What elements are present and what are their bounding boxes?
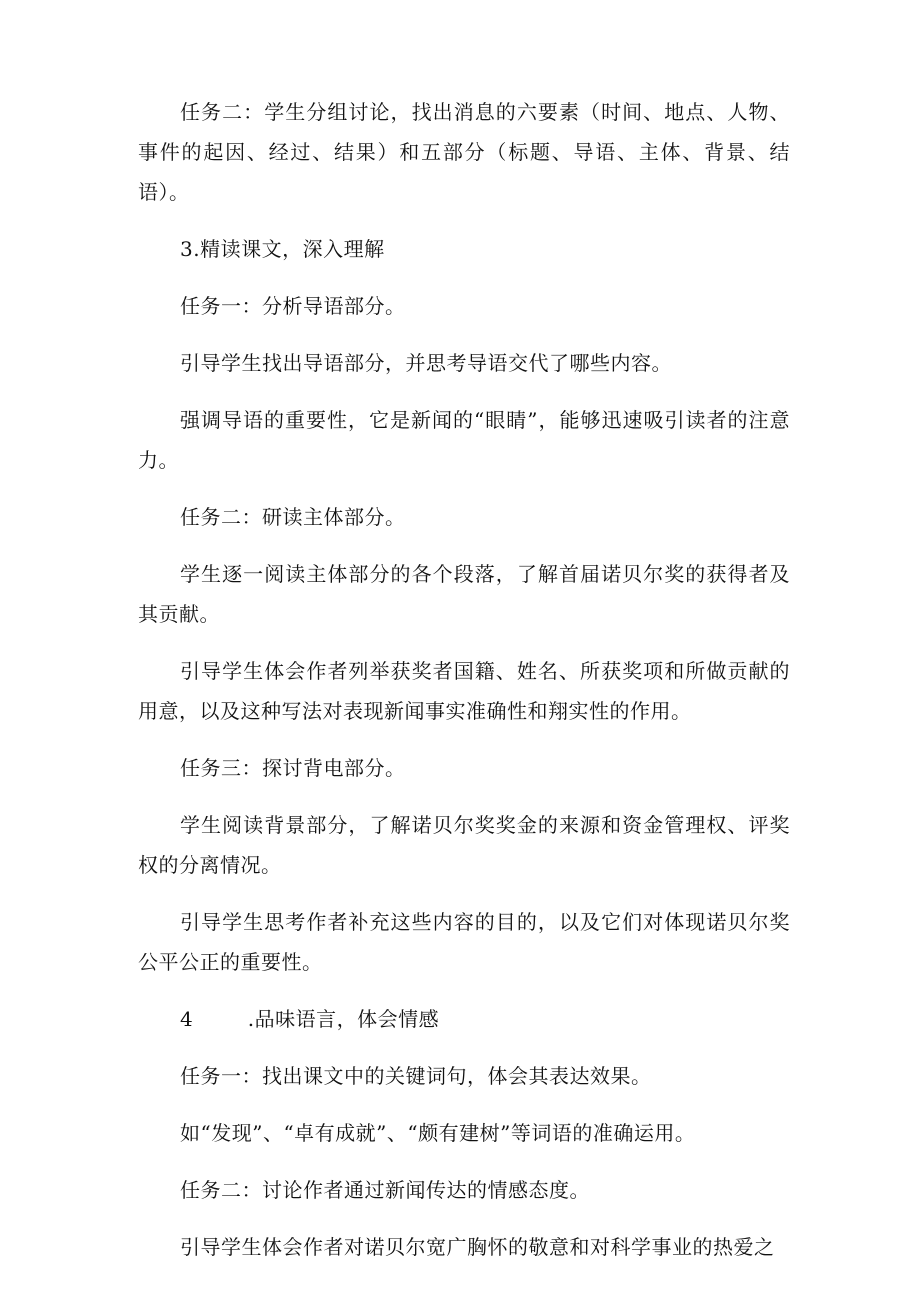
section-heading-4: 4 .品味语言，体会情感	[180, 1007, 440, 1031]
paragraph-guide-lead: 引导学生找出导语部分，并思考导语交代了哪些内容。	[180, 351, 672, 375]
paragraph-guide-emotion: 引导学生体会作者对诺贝尔宽广胸怀的敬意和对科学事业的热爱之	[180, 1235, 775, 1259]
paragraph-lead-importance: 强调导语的重要性，它是新闻的“眼睛”，能够迅速吸引读者的注意力。	[138, 408, 790, 472]
paragraph-read-body: 学生逐一阅读主体部分的各个段落，了解首届诺贝尔奖的获得者及其贡献。	[138, 562, 790, 626]
document-page	[138, 92, 790, 1284]
paragraph-author-intent: 引导学生体会作者列举获奖者国籍、姓名、所获奖项和所做贡献的用意，以及这种写法对表现新闻事实准确性和翔实性的作用。	[138, 659, 790, 723]
paragraph-task2-body: 任务二：研读主体部分。	[180, 505, 406, 529]
paragraph-task1-keywords: 任务一：找出课文中的关键词句，体会其表达效果。	[180, 1064, 652, 1088]
section-heading-3: 3.精读课文，深入理解	[180, 237, 385, 261]
paragraph-background-purpose: 引导学生思考作者补充这些内容的目的，以及它们对体现诺贝尔奖公平公正的重要性。	[138, 910, 790, 974]
paragraph-word-examples: 如“发现”、“卓有成就”、“颇有建树”等词语的准确运用。	[180, 1121, 696, 1145]
paragraph-task3-background: 任务三：探讨背电部分。	[180, 756, 406, 780]
paragraph-read-background: 学生阅读背景部分，了解诺贝尔奖奖金的来源和资金管理权、评奖权的分离情况。	[138, 813, 790, 877]
paragraph-task2-emotion: 任务二：讨论作者通过新闻传达的情感态度。	[180, 1178, 590, 1202]
paragraph-task2-discussion: 任务二：学生分组讨论，找出消息的六要素（时间、地点、人物、事件的起因、经过、结果）和五部分（标题、导语、主体、背景、结语）。	[138, 100, 790, 204]
paragraph-task1-lead: 任务一：分析导语部分。	[180, 294, 406, 318]
